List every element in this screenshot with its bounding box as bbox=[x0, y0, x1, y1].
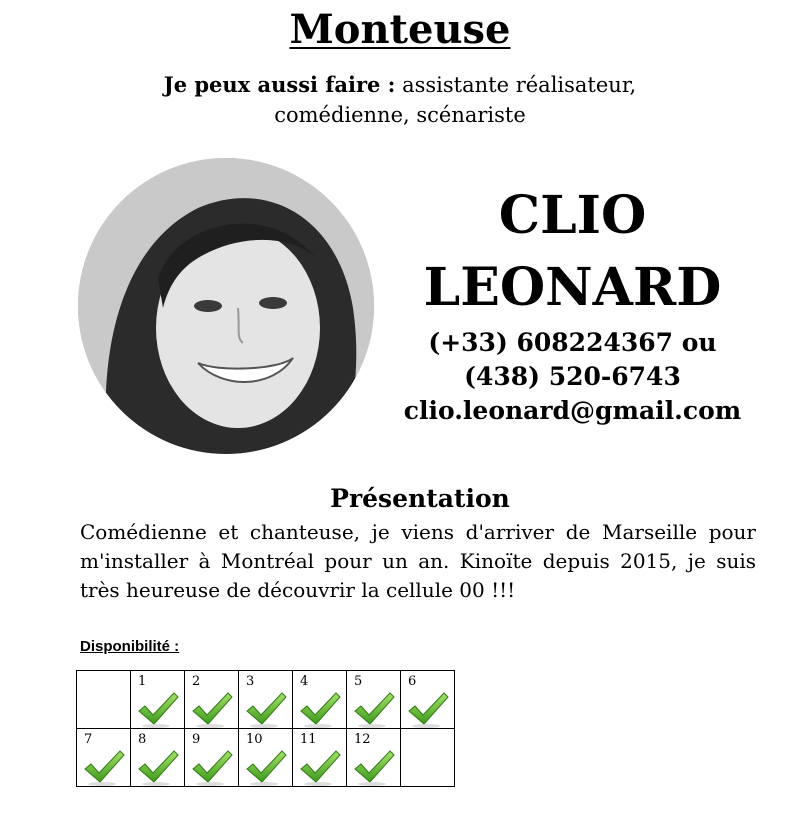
other-roles-line2: comédienne, scénariste bbox=[274, 103, 526, 127]
last-name: LEONARD bbox=[423, 257, 722, 318]
presentation-text: Comédienne et chanteuse, je viens d'arriver de Marseille pour m'installer à Montréal pour un an. Kinoïte depuis 2015, je suis très heureuse de découvrir la cellule 00 !!! bbox=[80, 520, 756, 602]
calendar-cell bbox=[77, 729, 131, 787]
day-number: 2 bbox=[192, 674, 201, 689]
day-number: 12 bbox=[354, 732, 371, 747]
calendar-cell bbox=[131, 671, 185, 729]
day-number: 4 bbox=[300, 674, 309, 689]
calendar-cell bbox=[185, 729, 239, 787]
check-icon bbox=[190, 691, 234, 729]
contact-block bbox=[395, 326, 750, 428]
calendar-cell bbox=[239, 729, 293, 787]
calendar-cell-empty bbox=[401, 729, 455, 787]
calendar-cell bbox=[131, 729, 185, 787]
day-number: 8 bbox=[138, 732, 147, 747]
check-icon bbox=[352, 749, 396, 787]
phone-secondary: (438) 520-6743 bbox=[464, 362, 681, 391]
check-icon bbox=[136, 749, 180, 787]
calendar-cell bbox=[401, 671, 455, 729]
check-icon bbox=[352, 691, 396, 729]
day-number: 1 bbox=[138, 674, 147, 689]
check-icon bbox=[82, 749, 126, 787]
other-roles bbox=[120, 70, 680, 130]
check-icon bbox=[244, 691, 288, 729]
phone-primary: (+33) 608224367 ou bbox=[428, 328, 717, 357]
check-icon bbox=[190, 749, 234, 787]
day-number: 10 bbox=[246, 732, 263, 747]
availability-calendar bbox=[76, 670, 455, 787]
day-number: 11 bbox=[300, 732, 317, 747]
day-number: 9 bbox=[192, 732, 201, 747]
day-number: 5 bbox=[354, 674, 363, 689]
availability-label: Disponibilité : bbox=[80, 638, 180, 655]
calendar-cell-empty bbox=[77, 671, 131, 729]
presentation-title: Présentation bbox=[330, 484, 510, 513]
day-number: 3 bbox=[246, 674, 255, 689]
day-number: 7 bbox=[84, 732, 93, 747]
calendar-cell bbox=[293, 729, 347, 787]
calendar-cell bbox=[293, 671, 347, 729]
other-roles-line1: assistante réalisateur, bbox=[395, 73, 637, 97]
calendar-row bbox=[77, 729, 455, 787]
email: clio.leonard@gmail.com bbox=[403, 396, 742, 425]
page-title: Monteuse bbox=[289, 6, 511, 53]
calendar-cell bbox=[239, 671, 293, 729]
check-icon bbox=[298, 749, 342, 787]
check-icon bbox=[406, 691, 450, 729]
check-icon bbox=[298, 691, 342, 729]
day-number: 6 bbox=[408, 674, 417, 689]
calendar-row bbox=[77, 671, 455, 729]
person-name bbox=[395, 180, 750, 324]
calendar-cell bbox=[347, 729, 401, 787]
first-name: CLIO bbox=[498, 185, 647, 246]
check-icon bbox=[136, 691, 180, 729]
calendar-cell bbox=[185, 671, 239, 729]
profile-photo bbox=[78, 158, 374, 454]
other-roles-label: Je peux aussi faire : bbox=[163, 72, 396, 97]
check-icon bbox=[244, 749, 288, 787]
calendar-cell bbox=[347, 671, 401, 729]
